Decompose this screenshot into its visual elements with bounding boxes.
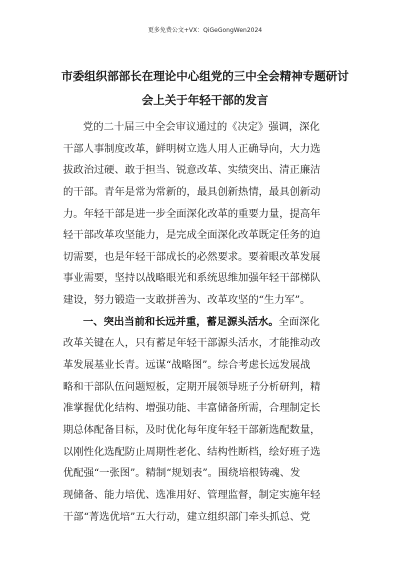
body-line: 准掌握优化结构、增强功能、丰富储备所需，合理制定长	[63, 402, 321, 415]
document-title-line-2: 会上关于年轻干部的发言	[141, 93, 269, 107]
body-line: 事业需要，坚持以战略眼光和系统思维加强年轻干部梯队	[63, 272, 321, 285]
body-line: 以刚性化选配防止周期性老化、结构性断档，绘好班子选	[63, 445, 321, 458]
body-line: 干部“菁选优培”五大行动，建立组织部门牵头抓总、党	[63, 510, 311, 523]
page-header: 更多免费公文+VX：QiGeGongWen2024	[147, 27, 263, 34]
body-line: 的干部。青年是常为常新的，最具创新热情，最具创新动	[63, 185, 321, 198]
body-line: 力。年轻干部是进一步全面深化改革的重要力量，提高年	[63, 207, 321, 220]
body-line: 拔政治过硬、敢于担当、锐意改革、实绩突出、清正廉洁	[63, 164, 321, 177]
body-line: 建设，努力锻造一支敢拼善为、改革攻坚的“生力军”。	[63, 294, 311, 307]
body-line: 改革关键在人，只有蓄足年轻干部源头活水，才能推动改	[63, 337, 321, 350]
section-heading-tail: 全面深化	[278, 315, 320, 328]
body-line: 现储备、能力培优、选准用好、管理监督，制定实施年轻	[63, 488, 321, 501]
body-line: 轻干部改革攻坚能力，是完成全面深化改革既定任务的迫	[63, 229, 321, 242]
body-line: 切需要，也是年轻干部成长的必然要求。要着眼改革发展	[63, 250, 321, 263]
body-line: 革发展基业长青。远谋“战略图”。综合考虑长远发展战	[63, 359, 311, 372]
body-line: 期总体配备目标，及时优化每年度年轻干部新选配数量，	[63, 423, 321, 436]
body-line: 干部人事制度改革，鲜明树立选人用人正确导向，大力选	[63, 142, 321, 155]
document-title-line-1: 市委组织部部长在理论中心组党的三中全会精神专题研讨	[61, 69, 349, 83]
section-heading-line	[63, 312, 349, 334]
body-line: 优配强“一张图”。精制“规划表”。围绕培根铸魂、发	[63, 467, 301, 480]
body-line: 略和干部队伍问题短板，定期开展领导班子分析研判，精	[63, 380, 321, 393]
document-body	[63, 117, 349, 528]
section-heading: 一、突出当前和长远并重，蓄足源头活水。	[83, 315, 279, 328]
body-line: 党的二十届三中全会审议通过的《决定》强调，深化	[83, 121, 320, 133]
